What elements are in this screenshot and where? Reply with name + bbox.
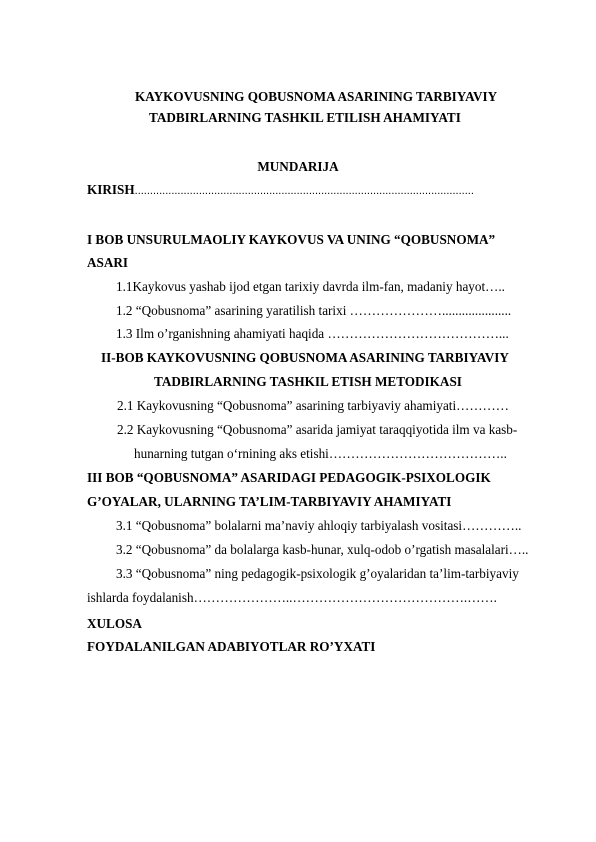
intro-entry [87, 183, 474, 197]
toc-item-3-1: 3.1 “Qobusnoma” bolalarni ma’naviy ahloqiy tarbiyalash vositasi………….. [116, 518, 522, 533]
toc-item-1-3: 1.3 Ilm o’rganishning ahamiyati haqida …………………………………... [116, 326, 509, 341]
chapter2-title-line2: TADBIRLARNING TASHKIL ETISH METODIKASI [154, 374, 462, 389]
intro-label: KIRISH [87, 182, 135, 197]
chapter3-title-line2: G’OYALAR, ULARNING TA’LIM-TARBIYAVIY AHAMIYATI [87, 494, 452, 509]
contents-heading: MUNDARIJA [257, 159, 339, 174]
chapter1-title-line2: ASARI [87, 255, 129, 270]
conclusion-entry: XULOSA [87, 616, 142, 631]
title-line-2: TADBIRLARNING TASHKIL ETILISH AHAMIYATI [149, 110, 461, 125]
toc-item-3-3-line1: 3.3 “Qobusnoma” ning pedagogik-psixologik g’oyalaridan ta’lim-tarbiyaviy [116, 566, 519, 581]
toc-item-2-1: 2.1 Kaykovusning “Qobusnoma” asarining tarbiyaviy ahamiyati………… [117, 398, 509, 413]
title-line-1: KAYKOVUSNING QOBUSNOMA ASARINING TARBIYAVIY [135, 89, 498, 104]
toc-item-2-2-line2: hunarning tutgan o‘rnining aks etishi………………………………….. [134, 446, 507, 461]
toc-item-3-2: 3.2 “Qobusnoma” da bolalarga kasb-hunar, xulq-odob o’rgatish masalalari….. [116, 542, 529, 557]
toc-item-2-2-line1: 2.2 Kaykovusning “Qobusnoma” asarida jamiyat taraqqiyotida ilm va kasb- [117, 422, 518, 437]
chapter1-title-line1: I BOB UNSURULMAOLIY KAYKOVUS VA UNING “QOBUSNOMA” [87, 232, 496, 247]
references-entry: FOYDALANILGAN ADABIYOTLAR RO’YXATI [87, 639, 376, 654]
chapter3-title-line1: III BOB “QOBUSNOMA” ASARIDAGI PEDAGOGIK-PSIXOLOGIK [87, 470, 491, 485]
toc-item-1-2: 1.2 “Qobusnoma” asarining yaratilish tarixi …………………..................... [116, 303, 512, 318]
intro-leader: ............................................................................................................... [134, 185, 474, 197]
chapter2-title-line1: II-BOB KAYKOVUSNING QOBUSNOMA ASARINING TARBIYAVIY [101, 350, 509, 365]
toc-item-3-3-line2: ishlarda foydalanish…………………..………………………………….……. [87, 590, 497, 605]
toc-item-1-1: 1.1Kaykovus yashab ijod etgan tarixiy davrda ilm-fan, madaniy hayot….. [116, 279, 505, 294]
